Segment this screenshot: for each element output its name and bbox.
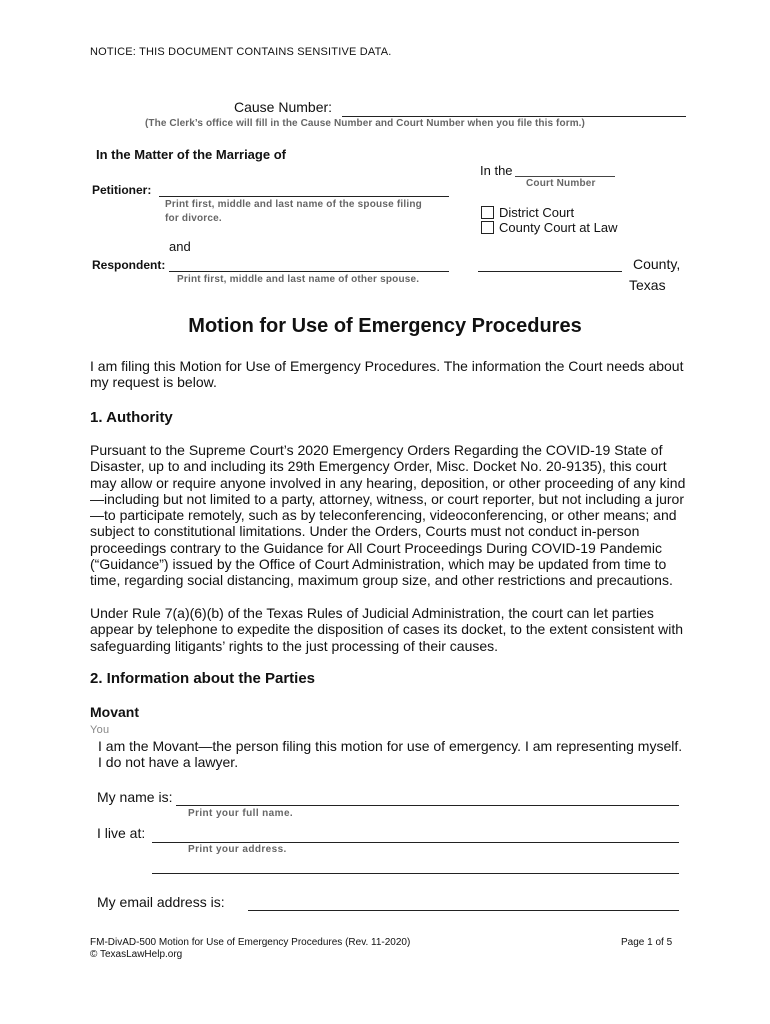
state-label: Texas (629, 277, 666, 293)
court-number-field[interactable] (515, 176, 615, 177)
county-court-label: County Court at Law (499, 220, 618, 235)
address-field[interactable] (152, 842, 679, 843)
name-note: Print your full name. (188, 808, 294, 819)
county-court-checkbox[interactable] (481, 221, 494, 234)
county-field[interactable] (478, 271, 622, 272)
name-label: My name is: (97, 789, 173, 805)
email-field[interactable] (248, 910, 679, 911)
district-court-option[interactable] (481, 205, 574, 220)
document-title: Motion for Use of Emergency Procedures (188, 315, 582, 337)
authority-paragraph: Pursuant to the Supreme Court’s 2020 Emergency Orders Regarding the COVID-19 State of Disaster, up to and including its 29th Emergency Order, Misc. Docket No. 20-9135), this court may allow or require anyone involved in any hearing, deposition, or other proceeding of any kind—including but not limited to a party, attorney, witness, or court reporter, but not including a juror—to participate remotely, such as by teleconferencing, videoconferencing, or other means; and subject to constitutional limitations. Under the Orders, Courts must not conduct in-person proceedings contrary to the Guidance for All Court Proceedings During COVID-19 Pandemic (“Guidance”) issued by the Office of Court Administration, which may be updated from time to time, regarding social distancing, maximum group size, and other restrictions and precautions. (90, 442, 686, 589)
movant-subtitle: You (90, 724, 110, 736)
petitioner-name-field[interactable] (159, 196, 449, 197)
cause-number-label: Cause Number: (234, 99, 333, 115)
rule-paragraph: Under Rule 7(a)(6)(b) of the Texas Rules of Judicial Administration, the court can let parties appear by telephone to expedite the disposition of cases its docket, to the extent consistent with safeguarding litigants’ rights to the just processing of their causes. (90, 605, 684, 654)
respondent-name-field[interactable] (169, 271, 449, 272)
address-field-line2[interactable] (152, 873, 679, 874)
district-court-checkbox[interactable] (481, 206, 494, 219)
petitioner-note: Print first, middle and last name of the spouse filing for divorce. (165, 199, 422, 224)
county-label: County, (633, 256, 681, 272)
footer-form-id: FM-DivAD-500 Motion for Use of Emergency Procedures (Rev. 11-2020) (90, 937, 411, 948)
address-label: I live at: (97, 825, 146, 841)
address-note: Print your address. (188, 844, 287, 855)
email-label: My email address is: (97, 894, 225, 910)
cause-number-field[interactable] (342, 116, 686, 117)
respondent-note: Print first, middle and last name of other spouse. (177, 274, 420, 285)
intro-paragraph: I am filing this Motion for Use of Emergency Procedures. The information the Court needs about my request is below. (90, 358, 684, 391)
footer-site: © TexasLawHelp.org (90, 949, 183, 960)
county-court-option[interactable] (481, 220, 618, 235)
authority-heading: 1. Authority (90, 409, 173, 426)
matter-heading: In the Matter of the Marriage of (96, 147, 286, 162)
in-the-label: In the (480, 163, 513, 178)
notice-text: NOTICE: THIS DOCUMENT CONTAINS SENSITIVE DATA. (90, 46, 392, 58)
name-field[interactable] (176, 805, 679, 806)
clerk-note: (The Clerk’s office will fill in the Cause Number and Court Number when you file this form.) (145, 118, 585, 129)
parties-heading: 2. Information about the Parties (90, 670, 316, 687)
footer-page-number: Page 1 of 5 (621, 937, 673, 948)
movant-heading: Movant (90, 704, 139, 720)
respondent-label: Respondent: (92, 258, 166, 272)
movant-statement: I am the Movant—the person filing this motion for use of emergency. I am representing myself. I do not have a lawyer. (98, 738, 683, 771)
petitioner-label: Petitioner: (92, 183, 152, 197)
court-number-note: Court Number (526, 178, 596, 189)
district-court-label: District Court (499, 205, 575, 220)
and-text: and (169, 239, 191, 254)
